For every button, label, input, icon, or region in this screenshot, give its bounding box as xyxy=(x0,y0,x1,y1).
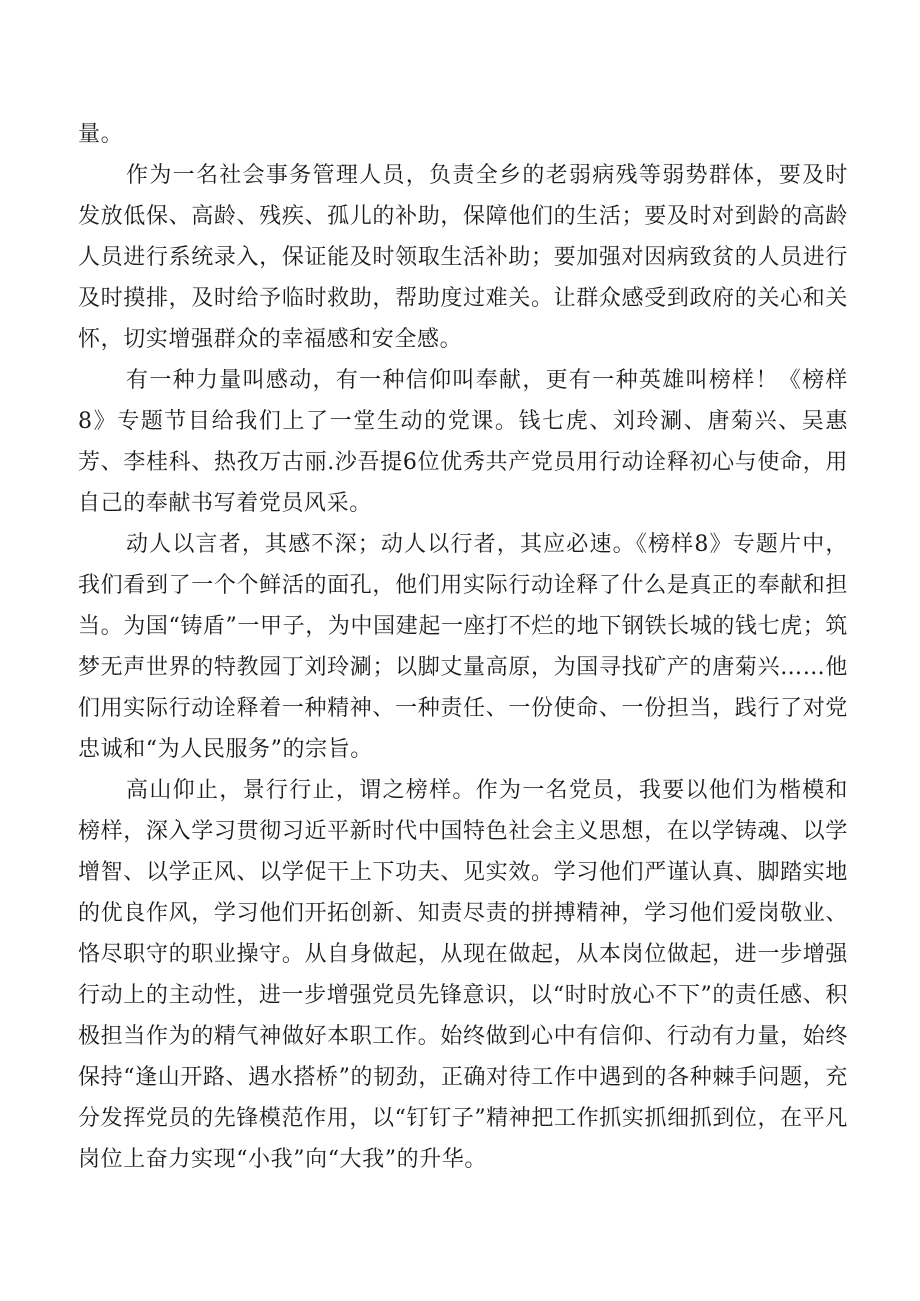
paragraph-role-models-intro: 有一种力量叫感动，有一种信仰叫奉献，更有一种英雄叫榜样！《榜样8》专题节目给我们上了一堂生动的党课。钱七虎、刘玲涮、唐菊兴、吴惠芳、李桂科、热孜万古丽.沙吾提6位优秀共产党员用行动诠释初心与使命，用自己的奉献书写着党员风采。 xyxy=(78,368,848,516)
paragraph-role-models-actions: 动人以言者，其感不深；动人以行者，其应必速。《榜样8》专题片中，我们看到了一个个鲜活的面孔，他们用实际行动诠释了什么是真正的奉献和担当。为国“铸盾”一甲子，为中国建起一座打不烂的地下钢铁长城的钱七虎；筑梦无声世界的特教园丁刘玲涮；以脚丈量高原，为国寻找矿产的唐菊兴……他们用实际行动诠释着一种精神、一种责任、一份使命、一份担当，践行了对党忠诚和“为人民服务”的宗旨。 xyxy=(78,532,848,762)
document-body xyxy=(78,114,848,1180)
paragraph-continuation: 量。 xyxy=(78,122,124,147)
paragraph-social-affairs: 作为一名社会事务管理人员，负责全乡的老弱病残等弱势群体，要及时发放低保、高龄、残疾、孤儿的补助，保障他们的生活；要及时对到龄的高龄人员进行系统录入，保证能及时领取生活补助；要加强对因病致贫的人员进行及时摸排，及时给予临时救助，帮助度过难关。让群众感受到政府的关心和关怀，切实增强群众的幸福感和安全感。 xyxy=(78,163,848,352)
paragraph-personal-commitment: 高山仰止，景行行止，谓之榜样。作为一名党员，我要以他们为楷模和榜样，深入学习贯彻习近平新时代中国特色社会主义思想，在以学铸魂、以学增智、以学正风、以学促干上下功夫、见实效。学习他们严谨认真、脚踏实地的优良作风，学习他们开拓创新、知责尽责的拼搏精神，学习他们爱岗敬业、恪尽职守的职业操守。从自身做起，从现在做起，从本岗位做起，进一步增强行动上的主动性，进一步增强党员先锋意识，以“时时放心不下”的责任感、积极担当作为的精气神做好本职工作。始终做到心中有信仰、行动有力量，始终保持“逢山开路、遇水搭桥”的韧劲，正确对待工作中遇到的各种棘手问题，充分发挥党员的先锋模范作用，以“钉钉子”精神把工作抓实抓细抓到位，在平凡岗位上奋力实现“小我”向“大我”的升华。 xyxy=(78,778,848,1172)
